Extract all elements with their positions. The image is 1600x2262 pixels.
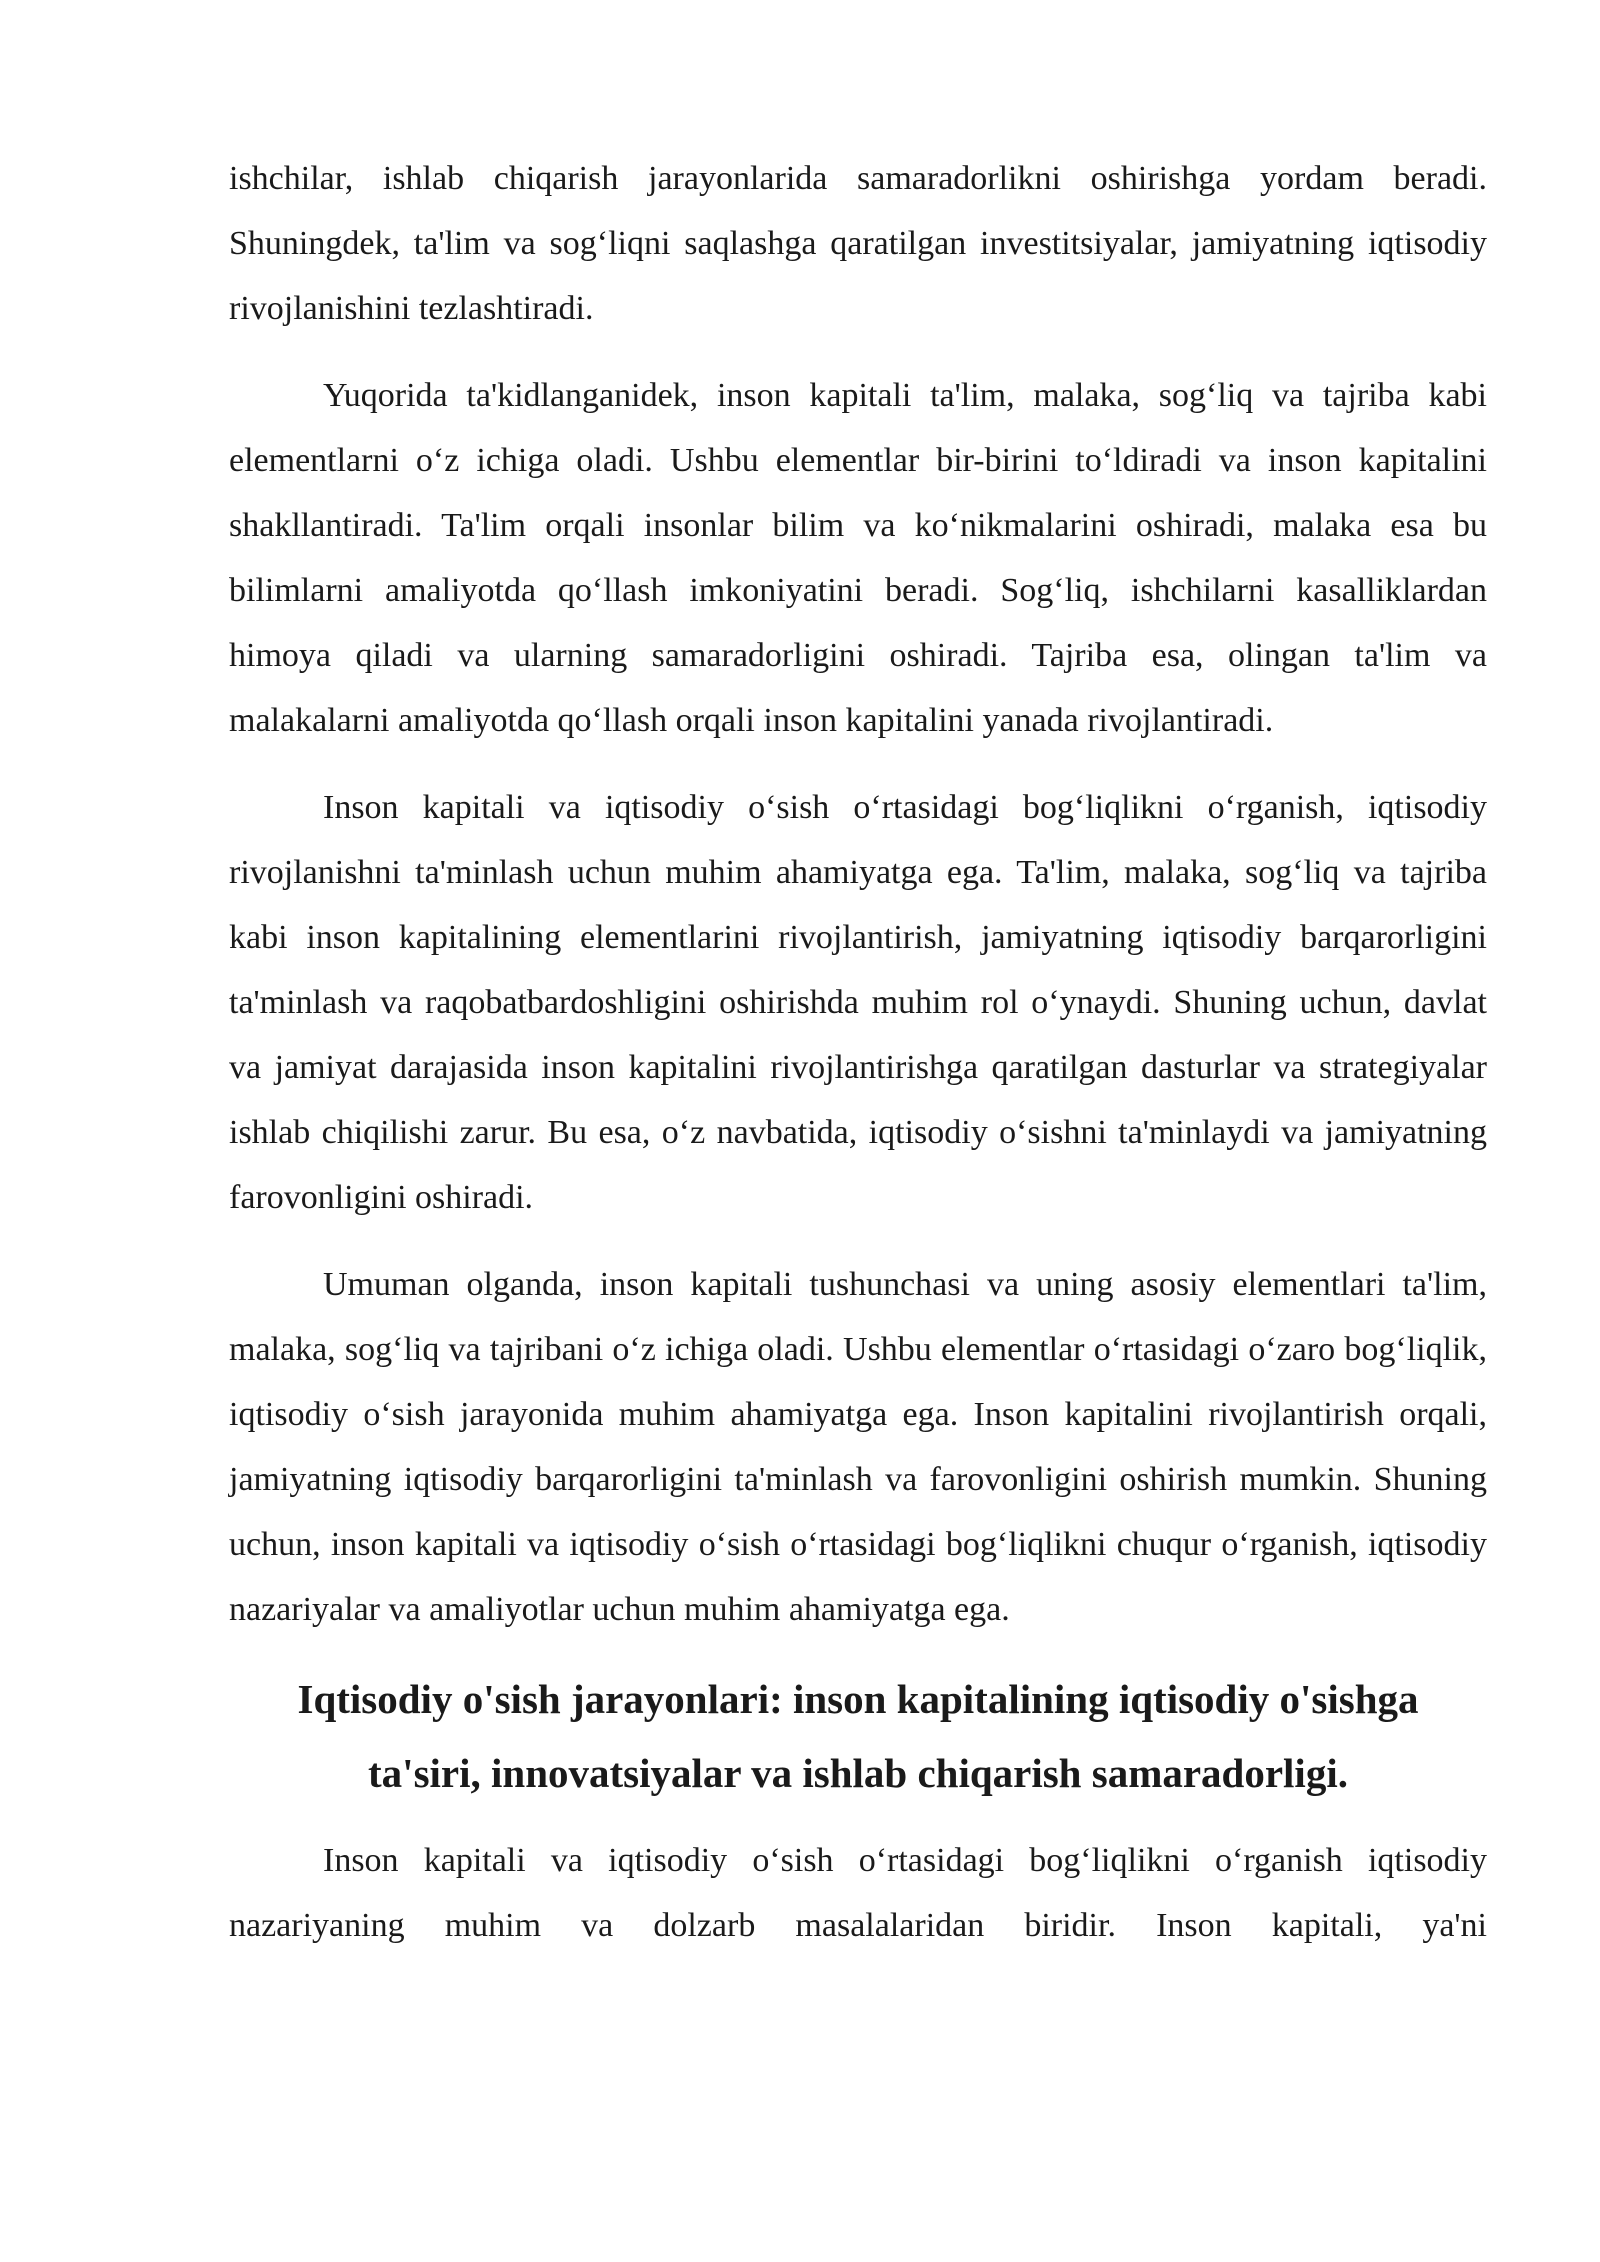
document-page [229,146,1487,1958]
paragraph-elements: Yuqorida ta'kidlanganidek, inson kapitali ta'lim, malaka, sog‘liq va tajriba kabi elementlarni o‘z ichiga oladi. Ushbu elementlar bir-birini to‘ldiradi va inson kapitalini shakllantiradi. Ta'lim orqali insonlar bilim va ko‘nikmalarini oshiradi, malaka esa bu bilimlarni amaliyotda qo‘llash imkoniyatini beradi. Sog‘liq, ishchilarni kasalliklardan himoya qiladi va ularning samaradorligini oshiradi. Tajriba esa, olingan ta'lim va malakalarni amaliyotda qo‘llash orqali inson kapitalini yanada rivojlantiradi. [229,377,1487,739]
section-heading: Iqtisodiy o'sish jarayonlari: inson kapitalining iqtisodiy o'sishga ta'siri, innovatsiyalar va ishlab chiqarish samaradorligi. [297,1676,1419,1796]
paragraph-relationship: Inson kapitali va iqtisodiy o‘sish o‘rtasidagi bog‘liqlikni o‘rganish, iqtisodiy rivojlanishni ta'minlash uchun muhim ahamiyatga ega. Ta'lim, malaka, sog‘liq va tajriba kabi inson kapitalining elementlarini rivojlantirish, jamiyatning iqtisodiy barqarorligini ta'minlash va raqobatbardoshligini oshirishda muhim rol o‘ynaydi. Shuning uchun, davlat va jamiyat darajasida inson kapitalini rivojlantirishga qaratilgan dasturlar va strategiyalar ishlab chiqilishi zarur. Bu esa, o‘z navbatida, iqtisodiy o‘sishni ta'minlaydi va jamiyatning farovonligini oshiradi. [229,789,1487,1216]
paragraph-summary: Umuman olganda, inson kapitali tushunchasi va uning asosiy elementlari ta'lim, malaka, sog‘liq va tajribani o‘z ichiga oladi. Ushbu elementlar o‘rtasidagi o‘zaro bog‘liqlik, iqtisodiy o‘sish jarayonida muhim ahamiyatga ega. Inson kapitalini rivojlantirish orqali, jamiyatning iqtisodiy barqarorligini ta'minlash va farovonligini oshirish mumkin. Shuning uchun, inson kapitali va iqtisodiy o‘sish o‘rtasidagi bog‘liqlikni chuqur o‘rganish, iqtisodiy nazariyalar va amaliyotlar uchun muhim ahamiyatga ega. [229,1266,1487,1628]
paragraph-section-intro: Inson kapitali va iqtisodiy o‘sish o‘rtasidagi bog‘liqlikni o‘rganish iqtisodiy nazariyaning muhim va dolzarb masalalaridan biridir. Inson kapitali, ya'ni [229,1842,1487,1944]
paragraph-continuation: ishchilar, ishlab chiqarish jarayonlarida samaradorlikni oshirishga yordam beradi. Shuningdek, ta'lim va sog‘liqni saqlashga qaratilgan investitsiyalar, jamiyatning iqtisodiy rivojlanishini tezlashtiradi. [229,160,1487,327]
